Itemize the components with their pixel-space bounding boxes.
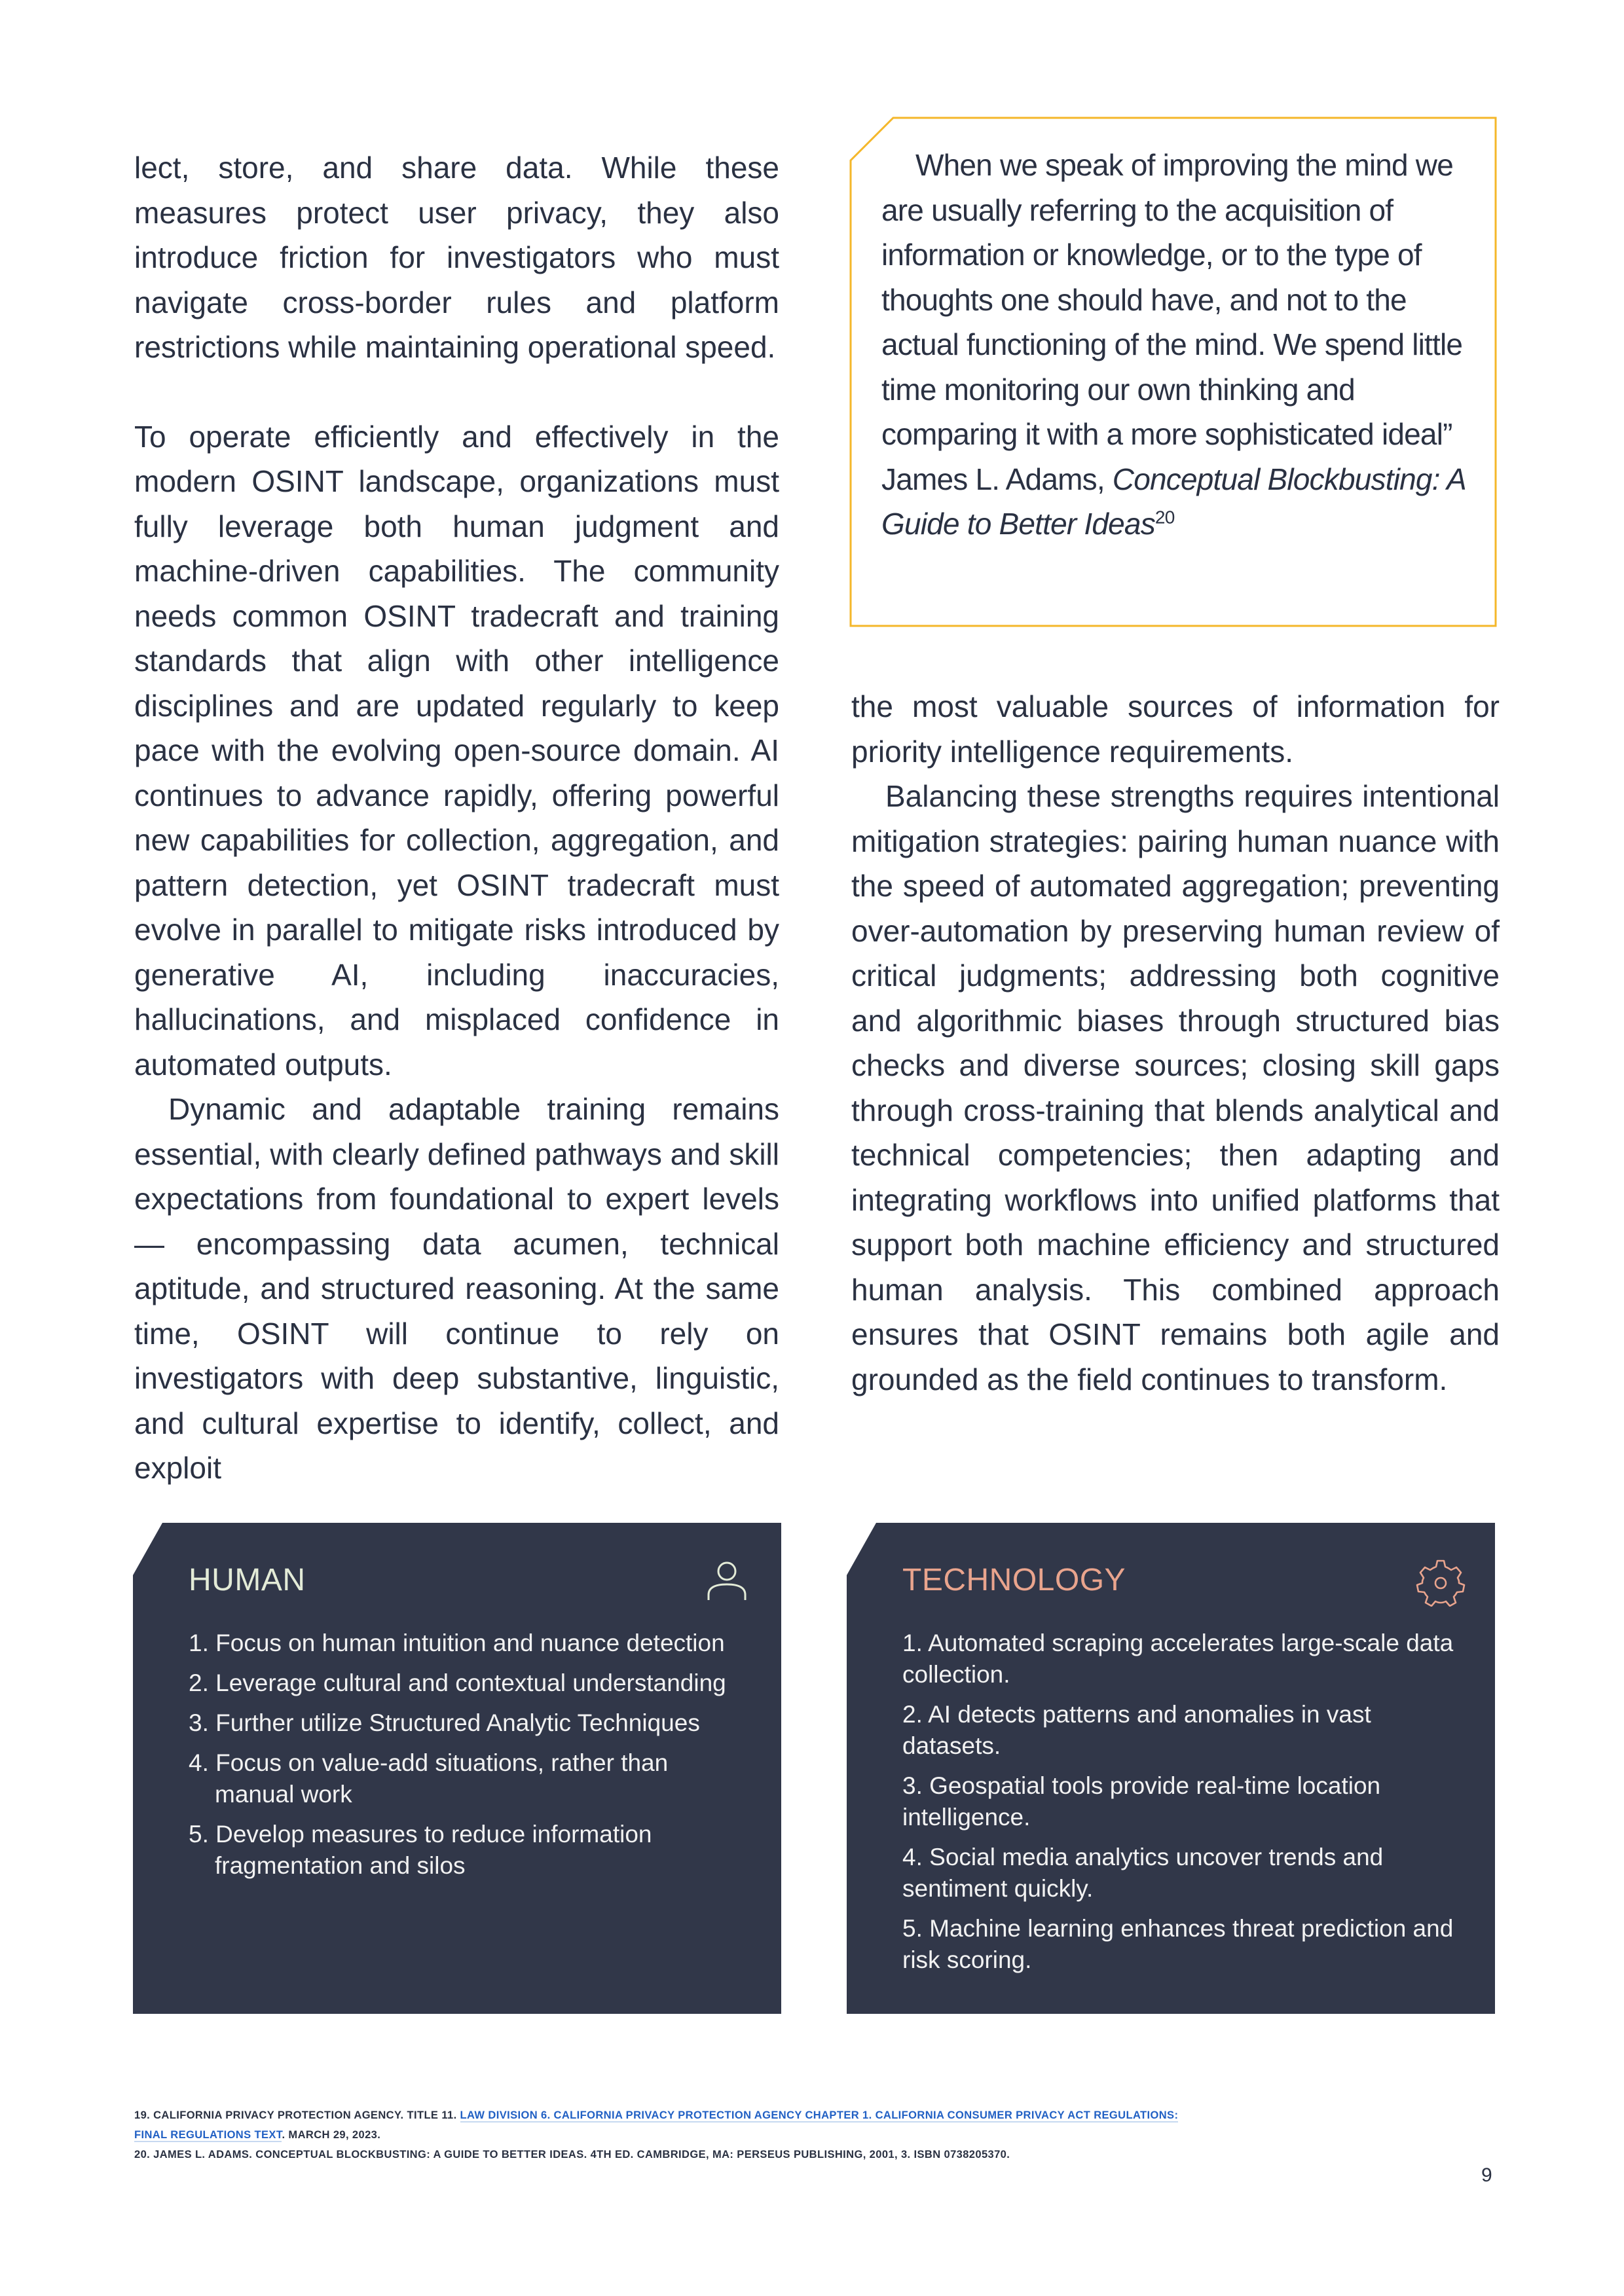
technology-panel-title: TECHNOLOGY (902, 1563, 1126, 1597)
human-list-item: 1. Focus on human intuition and nuance detection (189, 1630, 725, 1656)
footnotes (134, 2105, 1444, 2164)
technology-panel (847, 1523, 1495, 2014)
human-panel (133, 1523, 781, 2014)
footnote-19-text: 19. CALIFORNIA PRIVACY PROTECTION AGENCY. TITLE 11. (134, 2109, 460, 2121)
human-list-item: 3. Further utilize Structured Analytic Techniques (189, 1709, 700, 1736)
human-panel-title: HUMAN (189, 1563, 306, 1597)
human-list-item: 2. Leverage cultural and contextual understanding (189, 1669, 726, 1696)
technology-list-item: 2. AI detects patterns and anomalies in vast datasets. (902, 1701, 1371, 1759)
right-paragraph-2: Balancing these strengths requires intentional mitigation strategies: pairing human nuance with the speed of automated aggregation; preventing over-automation by preserving human review of critical judgments; addressing both cognitive and algorithmic biases through structured bias checks and diverse sources; closing skill gaps through cross-training that blends analytical and technical competencies; then adapting and integrating workflows into unified platforms that support both machine efficiency and structured human analysis. This combined approach ensures that OSINT remains both agile and grounded as the field continues to transform. (851, 779, 1500, 1396)
left-paragraph-3: Dynamic and adaptable training remains essential, with clearly defined pathways and skill expectations from foundational to expert levels — encompassing data acumen, technical aptitude, and structured reasoning. At the same time, OSINT will continue to rely on investigators with deep substantive, linguistic, and cultural expertise to identify, collect, and exploit (134, 1092, 779, 1485)
footnote-ref-20[interactable]: 20 (1154, 507, 1175, 528)
right-column (851, 684, 1500, 1402)
technology-list-item: 5. Machine learning enhances threat prediction and risk scoring. (902, 1915, 1454, 1973)
footnote-20: 20. JAMES L. ADAMS. CONCEPTUAL BLOCKBUSTING: A GUIDE TO BETTER IDEAS. 4TH ED. CAMBRIDGE, MA: PERSEUS PUBLISHING, 2001, 3. ISBN 0738205370. (134, 2149, 1010, 2160)
technology-list-item: 1. Automated scraping accelerates large-scale data collection. (902, 1630, 1454, 1688)
technology-list-item: 3. Geospatial tools provide real-time location intelligence. (902, 1772, 1381, 1831)
quote-body: When we speak of improving the mind we are usually referring to the acquisition of information or knowledge, or to the type of thoughts one should have, and not to the actual functioning of the mind. We spend little time monitoring our own thinking and comparing it with a more sophisticated ideal” (881, 148, 1463, 451)
footnote-19-date: . MARCH 29, 2023. (282, 2129, 381, 2141)
left-paragraph-1: lect, store, and share data. While these measures protect user privacy, they also introduce friction for investigators who must navigate cross-border rules and platform restrictions while maintaining operational speed. (134, 151, 779, 364)
footnote-19-continued (134, 2125, 1444, 2145)
quote-book-title: Conceptual Blockbusting: A Guide to Better Ideas (881, 462, 1466, 541)
left-column (134, 145, 779, 1491)
page-number: 9 (1481, 2164, 1492, 2186)
person-icon (702, 1557, 752, 1607)
pull-quote-box (849, 117, 1498, 627)
footnote-19-link[interactable]: LAW DIVISION 6. CALIFORNIA PRIVACY PROTECTION AGENCY CHAPTER 1. CALIFORNIA CONSUMER PRIVACY ACT REGULATIONS: (460, 2109, 1179, 2121)
footnote-19-link-continued[interactable]: FINAL REGULATIONS TEXT (134, 2129, 282, 2141)
left-paragraph-2: To operate efficiently and effectively in the modern OSINT landscape, organizations must fully leverage both human judgment and machine-driven capabilities. The community needs common OSINT tradecraft and training standards that align with other intelligence disciplines and are updated regularly to keep pace with the evolving open-source domain. AI continues to advance rapidly, offering powerful new capabilities for collection, aggregation, and pattern detection, yet OSINT tradecraft must evolve in parallel to mitigate risks introduced by generative AI, including inaccuracies, hallucinations, and misplaced confidence in automated outputs. (134, 419, 779, 1082)
quote-attribution (881, 457, 1471, 547)
human-list-item: 5. Develop measures to reduce information fragmentation and silos (189, 1821, 652, 1879)
human-list-item: 4. Focus on value-add situations, rather than manual work (189, 1749, 669, 1808)
quote-text (881, 143, 1471, 547)
human-list (189, 1628, 752, 1890)
quote-author: James L. Adams, (881, 462, 1113, 496)
right-paragraph-1: the most valuable sources of information for priority intelligence requirements. (851, 689, 1500, 769)
technology-list-item: 4. Social media analytics uncover trends and sentiment quickly. (902, 1844, 1384, 1902)
technology-list (902, 1628, 1466, 1984)
gear-icon (1416, 1557, 1466, 1607)
footnote-19 (134, 2105, 1444, 2125)
